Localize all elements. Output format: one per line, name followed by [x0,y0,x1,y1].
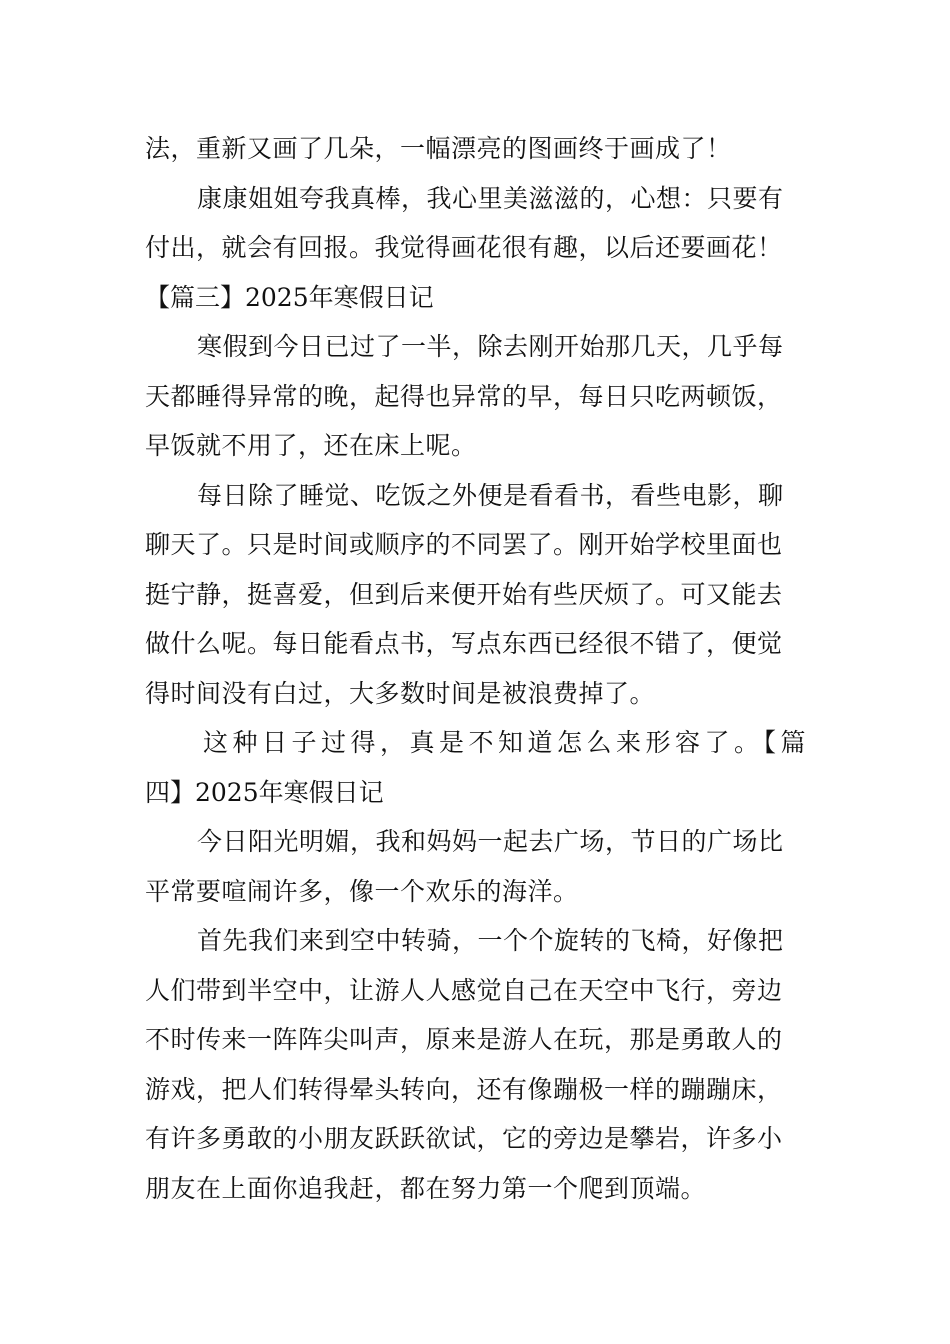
text-line: 不时传来一阵阵尖叫声，原来是游人在玩，那是勇敢人的 [145,1025,783,1054]
text-line: 早饭就不用了，还在床上呢。 [145,431,477,460]
text-line: 平常要喧闹许多，像一个欢乐的海洋。 [145,876,579,906]
document-page [145,124,810,1213]
text-line: 付出，就会有回报。我觉得画花很有趣，以后还要画花！ [145,233,783,262]
text-line: 聊天了。只是时间或顺序的不同罢了。刚开始学校里面也 [145,530,783,559]
text-line: 法，重新又画了几朵，一幅漂亮的图画终于画成了！ [145,134,732,163]
text-line: 首先我们来到空中转骑，一个个旋转的飞椅，好像把 [197,926,784,955]
text-line: 今日阳光明媚，我和妈妈一起去广场，节日的广场比 [197,827,784,856]
text-line: 做什么呢。每日能看点书，写点东西已经很不错了，便觉 [145,629,783,658]
text-line: 天都睡得异常的晚，起得也异常的早，每日只吃两顿饭， [145,381,783,411]
text-line: 得时间没有白过，大多数时间是被浪费掉了。 [145,678,656,708]
text-line: 寒假到今日已过了一半，除去刚开始那几天，几乎每 [197,332,784,361]
text-line: 朋友在上面你追我赶，都在努力第一个爬到顶端。 [145,1173,707,1203]
section-heading: 四】2025年寒假日记 [145,777,384,807]
text-line: 康康姐姐夸我真棒，我心里美滋滋的，心想：只要有 [197,183,784,213]
text-line: 这种日子过得，真是不知道怎么来形容了。【篇 [203,728,811,757]
text-line: 挺宁静，挺喜爱，但到后来便开始有些厌烦了。可又能去 [145,579,783,609]
text-line: 游戏，把人们转得晕头转向，还有像蹦极一样的蹦蹦床， [145,1074,783,1104]
text-line: 人们带到半空中，让游人人感觉自己在天空中飞行，旁边 [145,975,783,1005]
text-line: 有许多勇敢的小朋友跃跃欲试，它的旁边是攀岩，许多小 [145,1124,783,1153]
text-line: 每日除了睡觉、吃饭之外便是看看书，看些电影，聊 [197,480,784,510]
section-heading: 【篇三】2025年寒假日记 [145,282,434,312]
